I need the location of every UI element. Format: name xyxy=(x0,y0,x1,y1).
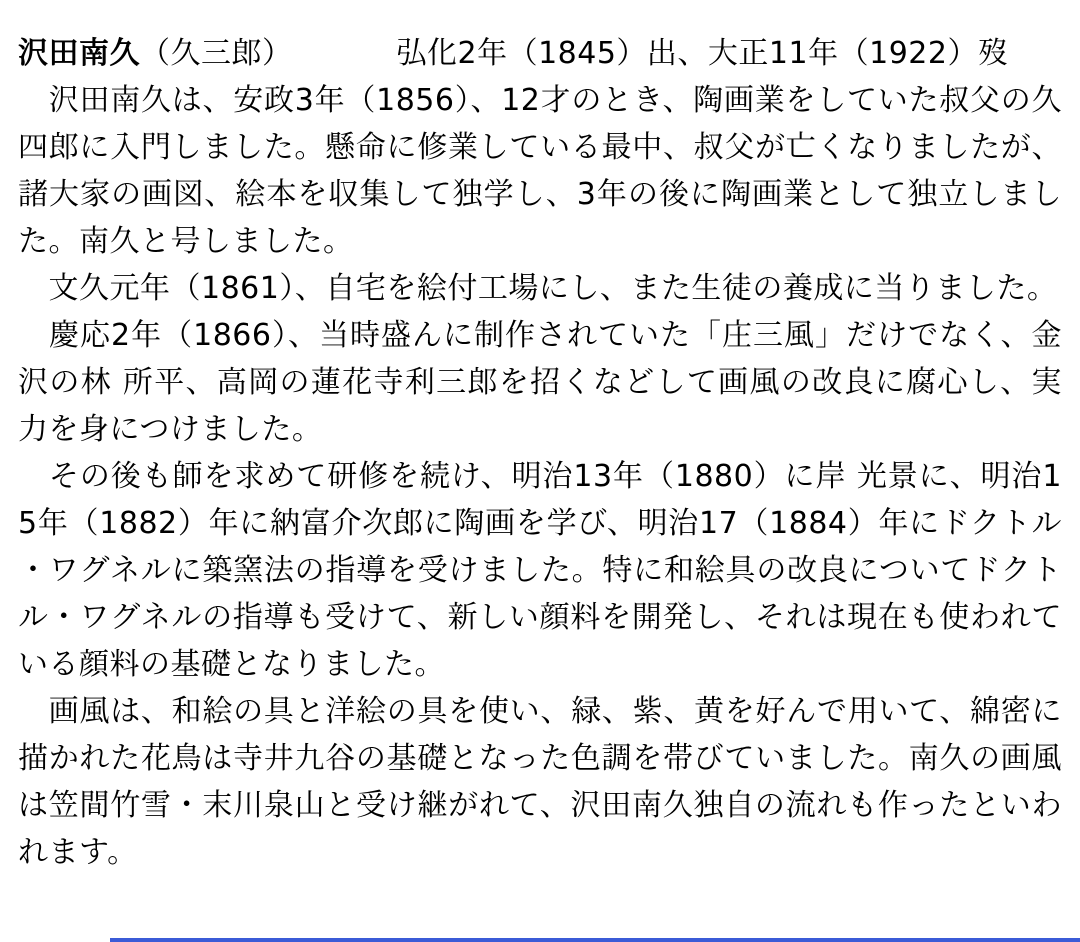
paragraph-painting-style: 画風は、和絵の具と洋絵の具を使い、緑、紫、黄を好んで用いて、綿密に描かれた花鳥は寺井九谷の基礎となった色調を帯びていました。南久の画風は笠間竹雪・末川泉山と受け継がれて、沢田南久独自の流れも作ったといわれます。 xyxy=(18,694,1062,870)
person-life-dates: 弘化2年（1845）出、大正11年（1922）歿 xyxy=(396,36,1009,71)
person-name: 沢田南久 xyxy=(18,36,140,71)
person-alias: （久三郎） xyxy=(140,36,293,71)
paragraph-workshop: 文久元年（1861）、自宅を絵付工場にし、また生徒の養成に当りました。 xyxy=(18,271,1058,306)
person-header xyxy=(18,30,1062,77)
paragraph-apprenticeship: 沢田南久は、安政3年（1856）、12才のとき、陶画業をしていた叔父の久四郎に入門しました。懸命に修業している最中、叔父が亡くなりましたが、諸大家の画図、絵本を収集して独学し、3年の後に陶画業として独立しました。南久と号しました。 xyxy=(18,83,1062,259)
paragraph-further-training: その後も師を求めて研修を続け、明治13年（1880）に岸 光景に、明治15年（1882）年に納富介次郎に陶画を学び、明治17（1884）年にドクトル・ワグネルに築窯法の指導を受けました。特に和絵具の改良についてドクトル・ワグネルの指導も受けて、新しい顔料を開発し、それは現在も使われている顔料の基礎となりました。 xyxy=(18,459,1062,682)
biography-article xyxy=(18,77,1062,876)
paragraph-style-improvement: 慶応2年（1866）、当時盛んに制作されていた「庄三風」だけでなく、金沢の林 所平、高岡の蓮花寺利三郎を招くなどして画風の改良に腐心し、実力を身につけました。 xyxy=(18,318,1062,447)
bottom-accent-line xyxy=(110,938,1080,942)
